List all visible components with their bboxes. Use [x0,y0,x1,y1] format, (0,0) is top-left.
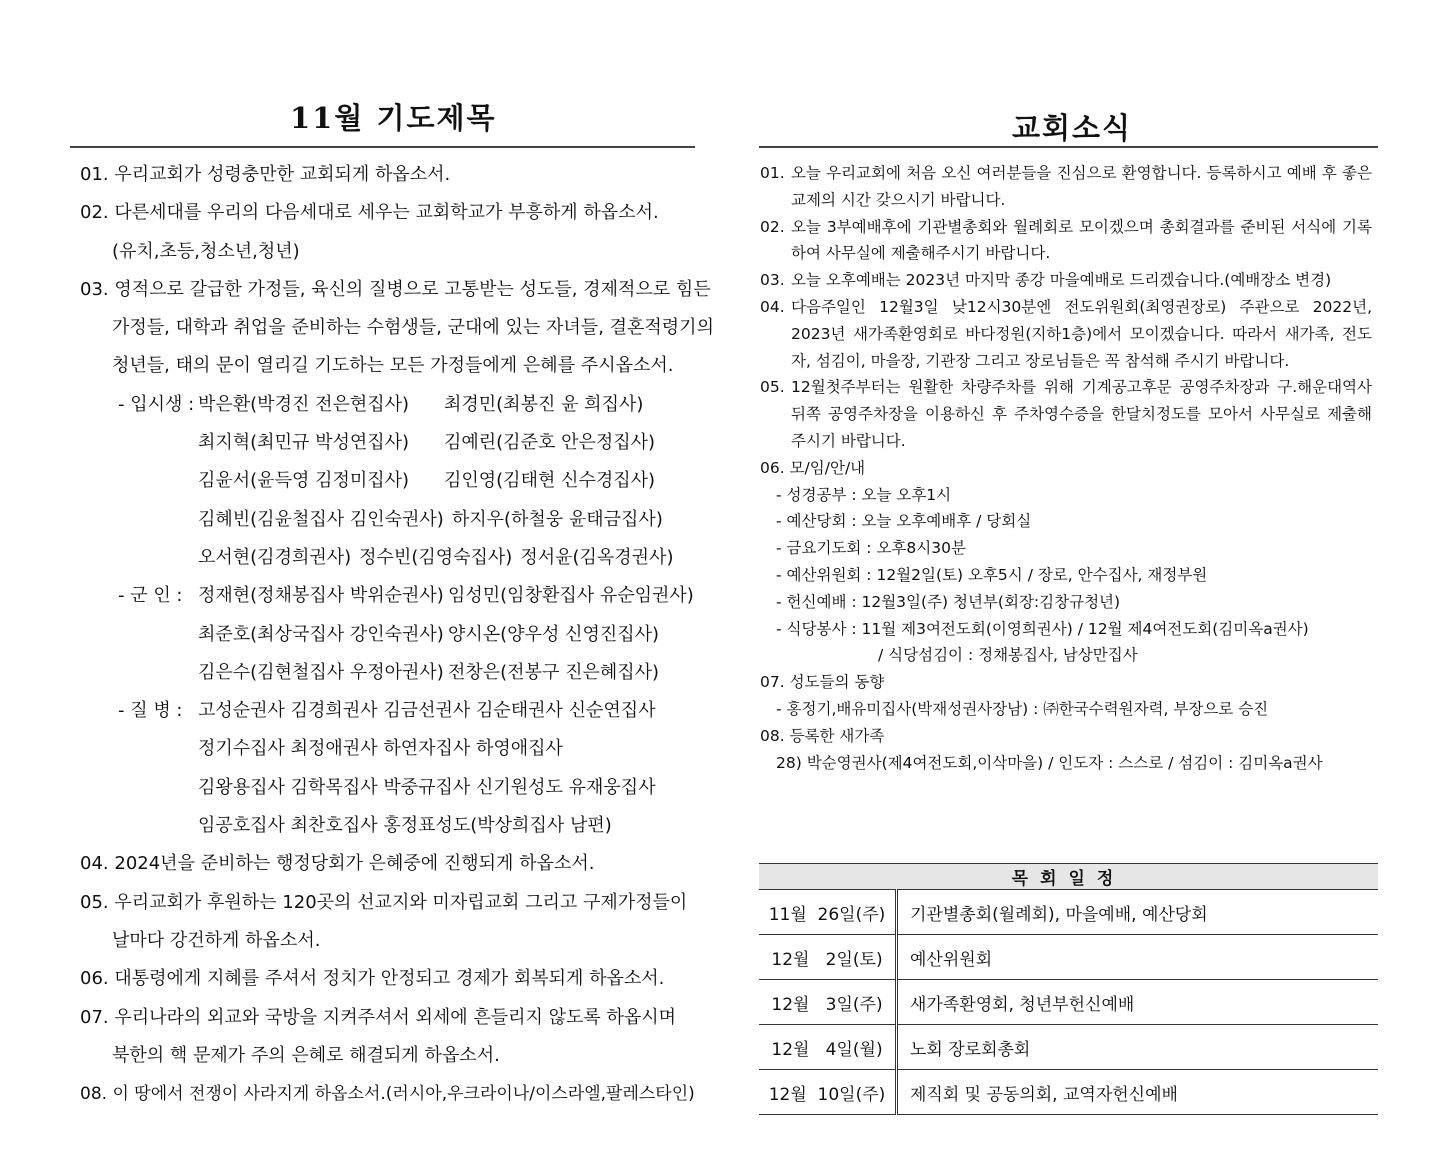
group-label: - 입시생 : [118,393,195,415]
prayer-item-06 [80,960,695,998]
news-item-01: 01. 오늘 우리교회에 처음 오신 여러분들을 진심으로 환영합니다. 등록하시고 예배 후 좋은교제의 시간 갖으시기 바랍니다. [760,164,1372,209]
schedule-date: 12월 3일(주) [759,980,897,1025]
name-entry: 김인영(김태현 신수경집사) [444,470,656,492]
new-member-line: 28) 박순영권사(제4여전도회,이삭마을) / 인도자 : 스스로 / 섬김이 : 김미옥a권사 [776,753,1323,772]
prayer-item-03 [80,271,714,386]
schedule-row [759,1070,1378,1115]
prayer-line: 가정들, 대학과 취업을 준비하는 수험생들, 군대에 있는 자녀들, 결혼적령기의 [112,317,714,339]
schedule-date: 11월 26일(주) [759,890,897,935]
name-entry: 오서현(김경희권사) [198,546,352,568]
prayer-group-students [80,386,695,577]
schedule-row [759,935,1378,980]
news-item-05: 05. 12월첫주부터는 원활한 차량주차를 위해 기계공고후문 공영주차장과 구.해운대역사 뒤쪽 공영주차장을 이용하신 후 주차영수증을 한달치정도를 모아서 사무실로 제출해 주시기 바랍니다. [760,378,1372,450]
name-entry: 김왕용집사 김학목집사 박중규집사 신기원성도 유재웅집사 [198,776,656,798]
group-label: - 군 인 : [118,585,183,607]
schedule-event: 예산위원회 [897,935,1379,980]
prayer-group-soldiers [80,577,695,692]
name-entry: 임성민(임창환집사 유순임권사) [448,585,694,607]
schedule-row [759,1025,1378,1070]
prayer-line: 01. 우리교회가 성령충만한 교회되게 하옵소서. [80,164,451,185]
meeting-bullet: - 식당봉사 : 11월 제3여전도회(이영희권사) / 12월 제4여전도회(김미옥a권사) [776,619,1309,638]
name-entry: 정서윤(김옥경권사) [520,546,674,568]
prayer-line: 날마다 강건하게 하옵소서. [112,929,321,951]
name-entry: 김은수(김현철집사 우정아권사) [198,661,444,683]
name-entry: 김예린(김준호 안은정집사) [444,432,656,454]
prayer-item-08 [80,1075,695,1113]
prayer-title-rule [70,146,695,148]
name-entry: 김혜빈(김윤철집사 김인숙권사) [198,508,444,530]
prayer-line: 07. 우리나라의 외교와 국방을 지켜주셔서 외세에 흔들리지 않도록 하옵시며 [80,1006,677,1028]
name-entry: 정수빈(김영숙집사) [359,546,513,568]
schedule-row [759,980,1378,1025]
prayer-line: 08. 이 땅에서 전쟁이 사라지게 하옵소서.(러시아,우크라이나/이스라엘,팔레스타인) [80,1084,695,1105]
schedule-event: 제직회 및 공동의회, 교역자헌신예배 [897,1070,1379,1115]
group-label: - 질 병 : [118,700,183,722]
prayer-line: 02. 다른세대를 우리의 다음세대로 세우는 교회학교가 부흥하게 하옵소서. [80,202,659,224]
name-entry: 고성순권사 김경희권사 김금선권사 김순태권사 신순연집사 [198,700,656,722]
name-entry: 전창은(전봉구 진은혜집사) [448,661,660,683]
prayer-title: 11월 기도제목 [290,101,497,135]
prayer-line: 05. 우리교회가 후원하는 120곳의 선교지와 미자립교회 그리고 구제가정들이 [80,891,688,913]
prayer-line: 03. 영적으로 갈급한 가정들, 육신의 질병으로 고통받는 성도들, 경제적으로 힘든 [80,278,711,300]
prayer-item-01 [80,156,695,194]
news-title: 교회소식 [1012,111,1133,145]
prayer-line: 북한의 핵 문제가 주의 은혜로 해결되게 하옵소서. [112,1044,500,1066]
news-item-03: 03. 오늘 오후예배는 2023년 마지막 종강 마을예배로 드리겠습니다.(예배장소 변경) [760,271,1332,290]
name-entry: 임공호집사 최찬호집사 홍정표성도(박상희집사 남편) [198,815,612,837]
name-entry: 양시온(양우성 신영진집사) [448,623,660,645]
name-entry: 박은환(박경진 전은현집사) [198,393,410,415]
name-entry: 최지혁(최민규 박성연집사) [198,432,410,454]
news-item-07: 07. 성도들의 동향 [760,673,885,692]
schedule-event: 새가족환영회, 청년부헌신예배 [897,980,1379,1025]
prayer-line: 청년들, 태의 문이 열리길 기도하는 모든 가정들에게 은혜를 주시옵소서. [112,355,674,377]
news-item-06: 06. 모/임/안/내 [760,458,866,477]
prayer-item-05 [80,884,695,961]
name-entry: 정기수집사 최정애권사 하연자집사 하영애집사 [198,738,563,760]
meeting-bullet: - 헌신예배 : 12월3일(주) 청년부(회장:김창규청년) [776,592,1121,611]
prayer-line: (유치,초등,청소년,청년) [112,240,300,262]
name-entry: 최준호(최상국집사 강인숙권사) [198,623,444,645]
name-entry: 정재현(정채봉집사 박위순권사) [198,585,444,607]
meeting-bullet: - 금요기도회 : 오후8시30분 [776,539,966,558]
schedule-date: 12월 2일(토) [759,935,897,980]
meeting-bullet: - 성경공부 : 오늘 오후1시 [776,485,952,504]
prayer-line: 06. 대통령에게 지혜를 주셔서 정치가 안정되고 경제가 회복되게 하옵소서. [80,968,665,990]
schedule-event: 노회 장로회총회 [897,1025,1379,1070]
prayer-item-07 [80,999,695,1076]
prayer-item-04 [80,845,695,883]
schedule-date: 12월 4일(월) [759,1025,897,1070]
name-entry: 하지우(하철웅 윤태금집사) [451,508,663,530]
prayer-line: 04. 2024년을 준비하는 행정당회가 은혜중에 진행되게 하옵소서. [80,853,595,875]
news-item-04: 04. 다음주일인 12월3일 낮12시30분엔 전도위원회(최영권장로) 주관으로 2022년, 2023년 새가족환영회로 바다정원(지하1층)에서 모이겠습니다. 따라서 새가족, 전도자, 섬김이, 마을장, 기관장 그리고 장로님들은 꼭 참석해 주시기 바랍니다. [760,297,1372,370]
schedule-row [759,890,1378,935]
schedule-date: 12월 10일(주) [759,1070,897,1115]
prayer-list [80,156,714,1113]
prayer-item-02 [80,194,695,271]
meeting-bullet: - 예산위원회 : 12월2일(토) 오후5시 / 장로, 안수집사, 재정부원 [776,565,1208,584]
schedule-header: 목회일정 [759,864,1378,890]
meeting-bullet-extra: / 식당섬김이 : 정채봉집사, 남상만집사 [878,646,1138,665]
member-news-bullet: - 홍정기,배유미집사(박재성권사장남) : ㈜한국수력원자력, 부장으로 승진 [776,699,1269,718]
schedule-table [759,863,1378,1115]
schedule-event: 기관별총회(월례회), 마을예배, 예산당회 [897,890,1379,935]
prayer-group-illness [80,692,695,845]
news-item-08: 08. 등록한 새가족 [760,726,885,745]
meeting-bullet: - 예산당회 : 오늘 오후예배후 / 당회실 [776,512,1032,531]
name-entry: 김윤서(윤득영 김정미집사) [198,470,410,492]
news-title-rule [759,146,1378,148]
news-list [760,160,1372,776]
news-item-02: 02. 오늘 3부예배후에 기관별총회와 월례회로 모이겠으며 총회결과를 준비된 서식에 기록하여 사무실에 제출해주시기 바랍니다. [760,217,1372,263]
name-entry: 최경민(최봉진 윤 희집사) [444,393,644,415]
